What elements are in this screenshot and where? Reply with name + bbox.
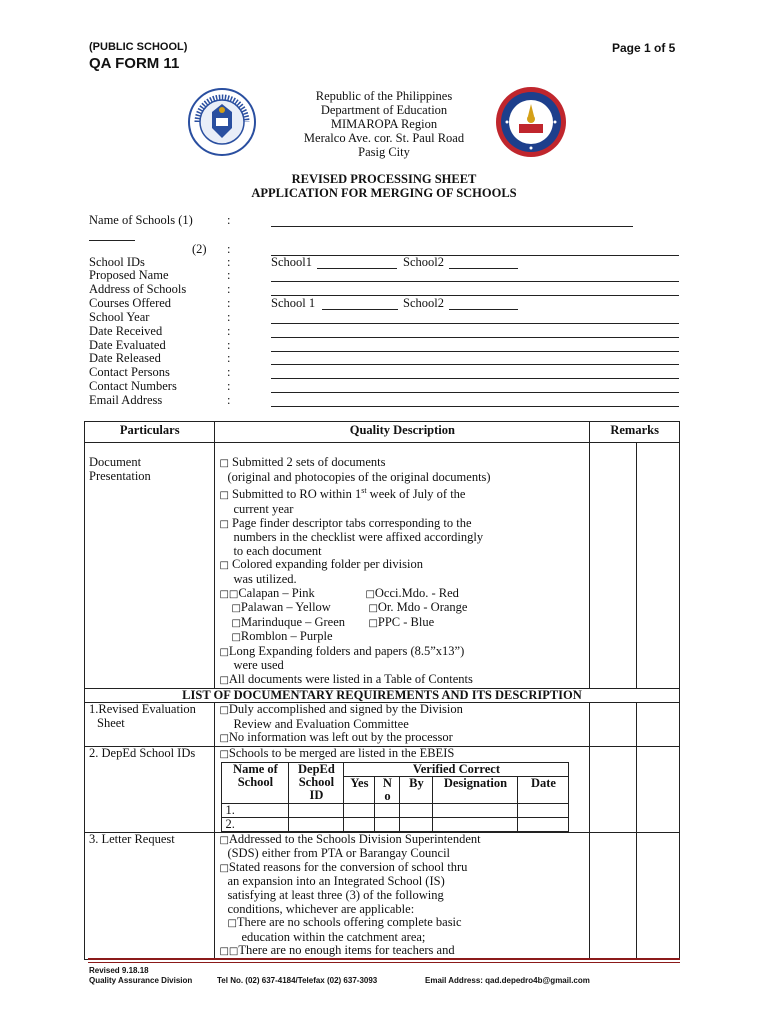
footer-revised: Revised 9.18.18 [89, 966, 149, 975]
checkbox-icon[interactable]: □ [231, 603, 241, 615]
header-remarks: Remarks [590, 422, 680, 443]
field-label-school-ids: School IDs [89, 255, 145, 269]
cell[interactable] [289, 803, 344, 817]
criterion-text: All documents were listed in a Table of Contents [228, 672, 473, 687]
checkbox-icon[interactable]: □ [219, 560, 229, 572]
checkbox-icon[interactable]: □ [219, 862, 229, 874]
field-label-date-released: Date Released [89, 351, 161, 365]
checkbox-icon[interactable]: □ [368, 603, 378, 615]
field-line-school-id-2[interactable] [449, 268, 518, 269]
address-line-4: Meralco Ave. cor. St. Paul Road [303, 131, 465, 145]
remarks-cell-yes[interactable] [590, 443, 637, 689]
particular-label: Sheet [97, 715, 125, 730]
division-color-romblon: Romblon – Purple [240, 629, 333, 644]
course-1-label: School 1 [271, 296, 316, 310]
checkbox-icon[interactable]: □ [219, 588, 229, 600]
field-line-school-id-1[interactable] [317, 268, 397, 269]
criterion-text: Schools to be merged are listed in the EBEIS [228, 746, 455, 761]
field-label-school-year: School Year [89, 310, 150, 324]
checkbox-icon[interactable]: □ [227, 918, 237, 930]
table-row [222, 803, 569, 817]
form-title-line-1: REVISED PROCESSING SHEET [291, 172, 477, 186]
field-label-date-received: Date Received [89, 324, 163, 338]
quality-letter-request [215, 832, 590, 959]
form-name: QA FORM 11 [89, 55, 180, 72]
criterion-text: were used [233, 658, 284, 673]
field-label-address-of-schools: Address of Schools [89, 282, 187, 296]
particular-deped-school-ids: 2. DepEd School IDs [85, 747, 215, 833]
checkbox-icon[interactable]: □ [219, 834, 229, 846]
checkbox-icon[interactable]: □ [219, 490, 229, 502]
colon: : [227, 268, 231, 282]
checkbox-icon[interactable]: □ [231, 632, 241, 644]
colon: : [227, 282, 231, 296]
colon: : [227, 393, 231, 407]
cell[interactable] [400, 803, 433, 817]
cell[interactable] [344, 803, 375, 817]
checkbox-icon[interactable]: □ [219, 458, 229, 469]
criterion-text: conditions, whichever are applicable: [227, 901, 415, 916]
particular-revised-evaluation [85, 703, 215, 747]
field-line-name-1-cont[interactable] [89, 240, 135, 241]
cell[interactable] [433, 817, 518, 831]
criterion-text: Page finder descriptor tabs corresponding to the [232, 515, 472, 530]
field-line-course-1[interactable] [322, 309, 398, 310]
division-color-marinduque: Marinduque – Green [240, 614, 346, 629]
address-line-2: Department of Education [320, 103, 448, 117]
checkbox-icon[interactable]: □ [219, 733, 229, 745]
criterion-text: numbers in the checklist were affixed accordingly [233, 530, 484, 545]
criterion-text: Colored expanding folder per division [232, 557, 423, 572]
criterion-text: Submitted 2 sets of documents [232, 455, 386, 469]
criterion-text: (SDS) either from PTA or Barangay Council [227, 846, 451, 861]
particular-label: Presentation [89, 468, 151, 483]
field-line-contact-persons[interactable] [271, 378, 679, 379]
field-label-email-address: Email Address [89, 393, 163, 407]
school-type-label: (PUBLIC SCHOOL) [89, 41, 188, 53]
field-label-proposed-name: Proposed Name [89, 268, 169, 282]
remarks-cell-no[interactable] [637, 832, 680, 959]
particular-letter-request: 3. Letter Request [85, 832, 215, 959]
criterion-text: was utilized. [233, 571, 297, 586]
footer-telephone: Tel No. (02) 637-4184/Telefax (02) 637-3093 [217, 976, 378, 985]
field-line-contact-numbers[interactable] [271, 392, 679, 393]
cell[interactable] [433, 803, 518, 817]
footer-division: Quality Assurance Division [89, 976, 193, 985]
criterion-text: (original and photocopies of the original documents) [227, 469, 491, 484]
table-row-letter-request [85, 832, 680, 959]
remarks-cell-yes[interactable] [590, 832, 637, 959]
division-color-occi-mdo: Occi.Mdo. - Red [374, 585, 459, 600]
criterion-text: to each document [233, 543, 322, 558]
field-line-email[interactable] [271, 406, 679, 407]
field-label-courses-offered: Courses Offered [89, 296, 172, 310]
field-label-contact-persons: Contact Persons [89, 365, 170, 379]
footer-divider [88, 958, 680, 960]
criterion-text: Addressed to the Schools Division Superintendent [228, 831, 481, 846]
cell[interactable] [518, 803, 569, 817]
school-row-number: 2. [222, 817, 289, 831]
particular-document-presentation [85, 443, 215, 689]
school-row-number: 1. [222, 803, 289, 817]
particular-label: Document [89, 455, 142, 469]
table-row-document-presentation [85, 443, 680, 689]
field-label-contact-numbers: Contact Numbers [89, 379, 177, 393]
remarks-cell-yes[interactable] [590, 703, 637, 747]
colon: : [227, 365, 231, 379]
checkbox-icon[interactable]: □ [228, 588, 239, 600]
remarks-cell-no[interactable] [637, 703, 680, 747]
table-header-row [85, 422, 680, 443]
course-2-label: School2 [403, 296, 444, 310]
footer-divider [88, 962, 680, 963]
field-line-name-2[interactable] [271, 255, 679, 256]
subheader-by: By [400, 776, 433, 803]
checkbox-icon[interactable]: □ [219, 749, 229, 761]
subheader-no: N o [375, 776, 400, 803]
section-title-row [85, 688, 680, 703]
superscript: st [361, 486, 367, 496]
division-color-palawan: Palawan – Yellow [240, 600, 331, 615]
criterion-text: education within the catchment area; [241, 929, 426, 944]
table-row [222, 817, 569, 831]
checkbox-icon[interactable]: □ [219, 675, 229, 687]
subheader-name-of-school: Name of School [222, 762, 289, 803]
field-line-address[interactable] [271, 295, 679, 296]
school-id-2-label: School2 [403, 255, 444, 269]
page-number: Page 1 of 5 [612, 41, 676, 55]
subheader-designation: Designation [433, 776, 518, 803]
division-color-ppc: PPC - Blue [377, 614, 435, 629]
criterion-text: satisfying at least three (3) of the following [227, 888, 444, 902]
address-line-5: Pasig City [358, 145, 410, 159]
address-line-3: MIMAROPA Region [330, 117, 438, 131]
colon: : [227, 296, 231, 310]
table-row-revised-evaluation-sheet [85, 703, 680, 747]
subheader-date: Date [518, 776, 569, 803]
field-label-name-of-schools-1: Name of Schools (1) [89, 213, 193, 227]
form-title-line-2: APPLICATION FOR MERGING OF SCHOOLS [251, 186, 517, 200]
checkbox-icon[interactable]: □ [219, 946, 229, 958]
checkbox-icon[interactable]: □ [231, 617, 241, 629]
footer-email: Email Address: qad.depedro4b@gmail.com [425, 976, 590, 985]
colon: : [227, 379, 231, 393]
colon: : [227, 338, 231, 352]
colon: : [227, 351, 231, 365]
remarks-cell-no[interactable] [637, 747, 680, 833]
field-line-school-year[interactable] [271, 323, 679, 324]
criterion-text: current year [233, 501, 294, 516]
colon: : [227, 242, 231, 256]
criterion-text: Stated reasons for the conversion of school thru [228, 859, 468, 874]
criterion-text: Submitted to RO within 1 [232, 487, 362, 502]
cell[interactable] [400, 817, 433, 831]
colon: : [227, 324, 231, 338]
school-id-1-label: School1 [271, 255, 312, 269]
field-label-date-evaluated: Date Evaluated [89, 338, 166, 352]
field-line-course-2[interactable] [449, 309, 518, 310]
remarks-cell-no[interactable] [637, 443, 680, 689]
criterion-text: Duly accomplished and signed by the Division [228, 702, 463, 717]
address-line-1: Republic of the Philippines [315, 89, 453, 103]
field-line-date-released[interactable] [271, 364, 679, 365]
field-line-date-evaluated[interactable] [271, 351, 679, 352]
colon: : [227, 310, 231, 324]
cell[interactable] [375, 817, 400, 831]
cell[interactable] [289, 817, 344, 831]
cell[interactable] [518, 817, 569, 831]
colon: : [227, 213, 231, 227]
header-quality-description: Quality Description [215, 422, 590, 443]
checkbox-icon[interactable]: □ [365, 588, 375, 600]
field-line-name-1[interactable] [271, 226, 633, 227]
criterion-text: There are no schools offering complete basic [236, 915, 462, 930]
criterion-text: an expansion into an Integrated School (IS) [227, 874, 445, 889]
subheader-deped-school-id: DepEd School ID [289, 762, 344, 803]
criterion-text: Long Expanding folders and papers (8.5”x13”) [228, 643, 465, 658]
remarks-cell-yes[interactable] [590, 747, 637, 833]
particular-label: 1.Revised Evaluation [89, 702, 196, 717]
school-ids-verification-table [221, 762, 569, 832]
division-color-or-mdo: Or. Mdo - Orange [377, 600, 468, 615]
quality-deped-school-ids [215, 747, 590, 833]
header-particulars: Particulars [85, 422, 215, 443]
checkbox-icon[interactable]: □ [228, 946, 239, 958]
field-line-proposed-name[interactable] [271, 281, 679, 282]
quality-revised-evaluation [215, 703, 590, 747]
cell[interactable] [375, 803, 400, 817]
checkbox-icon[interactable]: □ [219, 646, 229, 658]
checkbox-icon[interactable]: □ [219, 518, 229, 530]
criterion-text: Review and Evaluation Committee [233, 716, 409, 731]
quality-document-presentation [215, 443, 590, 689]
checkbox-icon[interactable]: □ [368, 617, 378, 629]
evaluation-table [84, 421, 680, 960]
field-label-name-of-schools-2: (2) [192, 242, 207, 256]
subheader-yes: Yes [344, 776, 375, 803]
section-title: LIST OF DOCUMENTARY REQUIREMENTS AND ITS DESCRIPTION [85, 688, 680, 703]
checkbox-icon[interactable]: □ [219, 705, 229, 717]
cell[interactable] [344, 817, 375, 831]
criterion-text: No information was left out by the processor [228, 730, 453, 745]
field-line-date-received[interactable] [271, 337, 679, 338]
criterion-text: week of July of the [366, 487, 466, 502]
table-row-deped-school-ids [85, 747, 680, 833]
colon: : [227, 255, 231, 269]
division-color-calapan: Calapan – Pink [238, 585, 315, 600]
subheader-verified-correct: Verified Correct [344, 762, 569, 776]
criterion-text: There are no enough items for teachers and [238, 943, 455, 958]
